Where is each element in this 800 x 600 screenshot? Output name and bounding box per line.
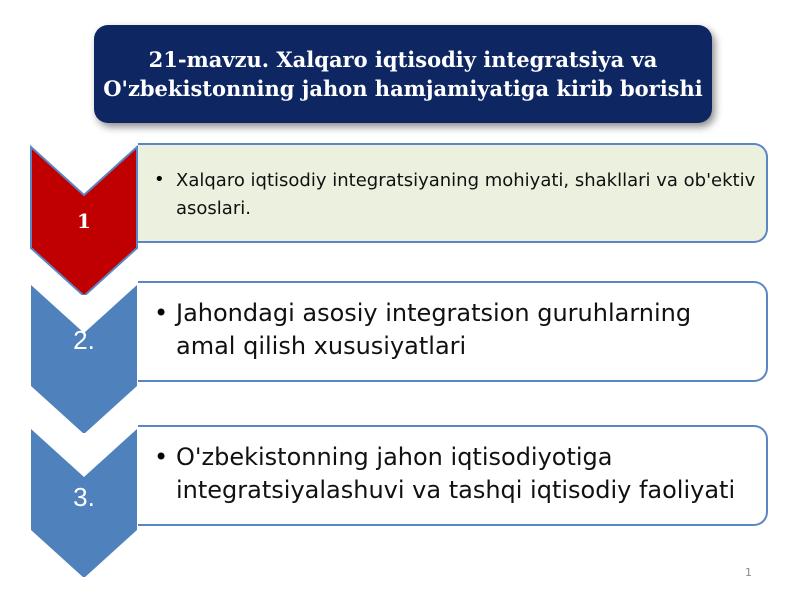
item-number-1: 1 xyxy=(77,209,91,233)
chevron-1 xyxy=(28,145,140,293)
item-text-1: Xalqaro iqtisodiy integratsiyaning mohiyati, shakllari va ob'ektiv asoslari. xyxy=(176,170,756,219)
slide-title: 21-mavzu. Xalqaro iqtisodiy integratsiya va O'zbekistonning jahon hamjamiyatiga kirib borishi xyxy=(103,47,703,101)
bullet-glyph: • xyxy=(154,299,169,327)
item-text-3: O'zbekistonning jahon iqtisodiyotiga integratsiyalashuvi va tashqi iqtisodiy faoliyati xyxy=(176,443,736,504)
chevron-3 xyxy=(28,427,140,575)
item-card-1 xyxy=(138,143,768,243)
item-number-3: 3. xyxy=(73,482,95,512)
slide-title-box xyxy=(94,25,712,123)
item-card-3 xyxy=(138,425,768,526)
item-bullet-row-2 xyxy=(154,297,756,363)
bullet-glyph: • xyxy=(154,169,165,190)
item-bullet-row-3 xyxy=(154,441,756,507)
bullet-glyph: • xyxy=(154,443,169,471)
item-text-2: Jahondagi asosiy integratsion guruhlarning amal qilish xususiyatlari xyxy=(176,299,692,360)
page-number: 1 xyxy=(745,566,752,579)
item-card-2 xyxy=(138,281,768,382)
item-number-2: 2. xyxy=(73,325,95,355)
chevron-2-shape xyxy=(28,283,140,433)
item-bullet-row-1 xyxy=(154,167,756,223)
chevron-2 xyxy=(28,283,140,431)
